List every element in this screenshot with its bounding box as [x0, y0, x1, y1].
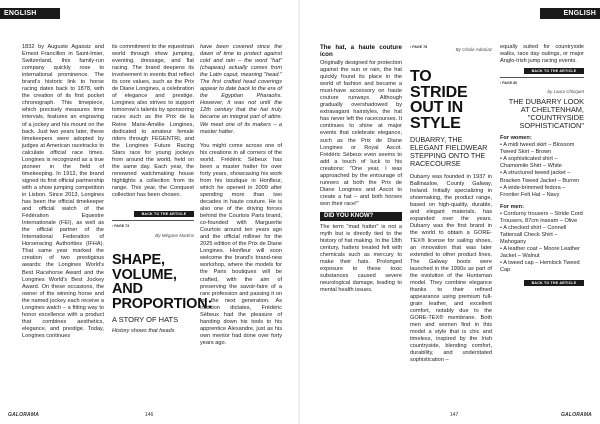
folio-right — [561, 412, 592, 418]
list-item: • A midi tweed skirt – Blossom Tweed Skirt – Brown — [500, 142, 575, 156]
back-to-article-button[interactable]: BACK TO THE ARTICLE — [524, 68, 584, 74]
back-to-article-button[interactable]: BACK TO THE ARTICLE — [524, 280, 584, 286]
body-text: 1832 by Auguste Agassiz and Ernest Francillon in Saint-Imier, Switzerland, this family-run company quickly rose to international prominence. The brand's historic link to horse racing dates back to 1878, with the creation of its first pocket chronograph. This timepiece, which precisely measures time intervals, features an engraving of a jockey and his mount on the back. Just two years later, these timekeepers were adopted by judges at American racetracks to calculate official race times. Longines is recognized as a true pioneer in the field of timekeeping. In 1912, the brand signed its first official partnership with a show jumping competition in Lisbon. Since 2013, Longines has been the official timekeeper and official watch of the Fédération Equestre Internationale (FEI), as well as the official partner of the International Federation of Horseracing Authorities (IFHA). That same year marked the creation of two prestigious awards: the Longines World's Best Racehorse Award and the Longines World's Best Jockey Award. On these occasions, the owner of the winning horse and the named jockey each receive a Longines watch – a fitting way to honor excellence with a product that combines aesthetics, elegance, and prestige. Today, Longines continues — [22, 44, 104, 339]
article-column-1 — [320, 44, 402, 394]
list-item: • A sophisticated shirt – Chamomile Shirt – White — [500, 156, 562, 170]
byline: by Laura Chicquet — [547, 89, 584, 95]
article-column-3 — [200, 44, 282, 394]
body-text: You might come across one of his creations in all corners of the world. Frédéric Sébeux has been a master hatter for over forty years, showcasing his work from his boutique in Honfleur, which he opened in 2009 after spending more than two decades in haute couture. He is also one of the driving forces behind the Courtois Paris brand, co-founded with Marguerite Courtois around ten years ago and the official milliner for the 2025 edition of the Prix de Diane Longines. Honfleur will soon welcome the brand's brand-new workshop, where the models for the Paris boutiques will be crafted, with the aim of preserving the savoir-faire of a rare profession and passing it on to the next generation. As tradition dictates, Frédéric Sébeux had the pleasure of handing down his tools to his apprentice Alexandre, just as his own mentor had done over forty years ago. — [200, 142, 282, 346]
list-item: • A wide-brimmed fedora – Frontier Felt Hat – Navy — [500, 184, 566, 198]
article-headline: TO STRIDE OUT IN STYLE — [410, 68, 468, 132]
page-number-right: 147 — [450, 412, 459, 418]
page-reference: › PAGE 80 — [500, 81, 518, 86]
did-you-know-text: The term "mad hatter" is not a myth but is directly tied to the history of hat making. In the 18th century, hatters treated felt with chemicals such as mercury to make their hats. Prolonged exposure to these toxic substances caused severe neurological damage, leading to mental health issues. — [320, 223, 402, 294]
list-item: • A tweed cap – Hemlock Tweed Cap — [500, 260, 580, 274]
divider — [500, 77, 584, 78]
page-reference: › PAGE 78 — [410, 45, 428, 49]
page-number-left: 146 — [145, 412, 154, 418]
body-text-italic: have been covered since the dawn of time to protect against cold and rain – the word "hat" (chapeau) actually comes from the Latin caput, meaning "head." The first crafted head coverings appear to date back to the era of the Egyptian Pharaohs. However, it was not until the 12th century that the hat truly became an integral part of attire. We meet one of its makers – a master hatter. — [200, 44, 282, 135]
back-to-article-button[interactable]: BACK TO THE ARTICLE — [134, 211, 194, 217]
article-column-2 — [112, 44, 213, 394]
folio-brand: GALORAMA — [8, 412, 40, 418]
body-text: equally suited for countryside walks, race day outings, or major Anglo-Irish jump racing events. — [500, 44, 584, 65]
article-subhead: A STORY OF HATS — [112, 315, 179, 325]
article-column-2 — [410, 44, 492, 394]
byline: By Mégane Martins — [155, 233, 194, 239]
folio-brand: GALORAMA — [560, 412, 592, 418]
article-column-3 — [500, 44, 584, 394]
article-column-1 — [22, 44, 104, 394]
section-label: ENGLISH TEXTS — [0, 8, 60, 19]
list-heading: For women: — [500, 135, 532, 142]
divider — [112, 220, 194, 221]
list-heading: For men: — [500, 203, 524, 210]
article-headline: SHAPE, VOLUME, AND PROPORTION: — [112, 252, 213, 312]
byline: By Cécile Adoniaz — [455, 47, 492, 53]
did-you-know-banner: DID YOU KNOW? — [320, 212, 402, 221]
body-text: Dubarry was founded in 1937 in Ballinasloe, County Galway, Ireland. Initially specializing in shoemaking, the product range, based on high-quality, durable, and elegant materials, has expanded over the years. Dubarry was the first brand in the world to obtain a GORE-TEX® license for sailing shoes, an innovation that was later extended to other product lines. The Galway boots were launched in the 1990s as part of the evolution of the Huntsman model. They combine elegance thanks to their refined appearance using premium full-grain leather, and excellent comfort, notably due to the GORE-TEX® membrane. Both men and women find in this model a style that is chic and timeless, inspired by the Irish countryside, blending comfort, durability, and understated sophistication – — [410, 174, 492, 364]
list-item: • A structured tweed jacket – Bracken Tweed Jacket – Burren — [500, 170, 580, 184]
body-text: its commitment to the equestrian world through show jumping, eventing, dressage, and flat racing. The brand deepens its involvement in events that reflect its core values, such as the Prix de Diane Longines, a celebration of elegance and prestige. Longines also strives to support tomorrow's talents by sponsoring races such as the Prix de la Reine Marie-Amélie Longines, dedicated to amateur female riders through FEGENTRI, and the Longines Future Racing Stars race for young jockeys from around the world, held on the same day. Each year, the renowned watchmaking house highlights a collection from its range. This year, the Conquest collection has been chosen. — [112, 44, 194, 198]
folio-left — [8, 412, 39, 418]
list-item: • A checked shirt – Connell Tattersall Check Shirt – Mahogany — [500, 224, 567, 245]
section-label: ENGLISH TEXTS — [540, 8, 600, 19]
page-reference: › PAGE 73 — [112, 224, 130, 229]
article-headline: THE DUBARRY LOOK AT CHELTENHAM, "COUNTRYSIDE SOPHISTICATION" — [508, 97, 584, 131]
article-intro: History shows that heads — [112, 328, 175, 335]
body-text: Originally designed for protection against the sun or rain, the hat quickly found its place in the world of fashion and became a must-have accessory on haute couture runways. Although gradually overshadowed by extravagant hairstyles, the hat has never left the racecourses. It continues to shine at major events that celebrate elegance, such as the Prix de Diane Longines or Royal Ascot. Frédéric Sébeux even seems to add a touch of luck to his creations: "One year, I was approached by the entourage of runners at both the Prix de Diane Longines and Ascot to create a hat – and both horses won their race!" — [320, 60, 402, 207]
list-item: • Corduroy trousers – Stride Cord Trousers, 87cm inseam – Olive — [500, 210, 583, 224]
right-page — [300, 0, 600, 424]
list-item: • A leather coat – Moore Leather Jacket – Walnut — [500, 245, 581, 259]
article-subhead: DUBARRY, THE ELEGANT FIELDWEAR STEPPING ONTO THE RACECOURSE — [410, 135, 488, 169]
women-list — [500, 135, 584, 198]
column-title: The hat, a haute couture icon — [320, 44, 402, 58]
men-list — [500, 204, 584, 274]
